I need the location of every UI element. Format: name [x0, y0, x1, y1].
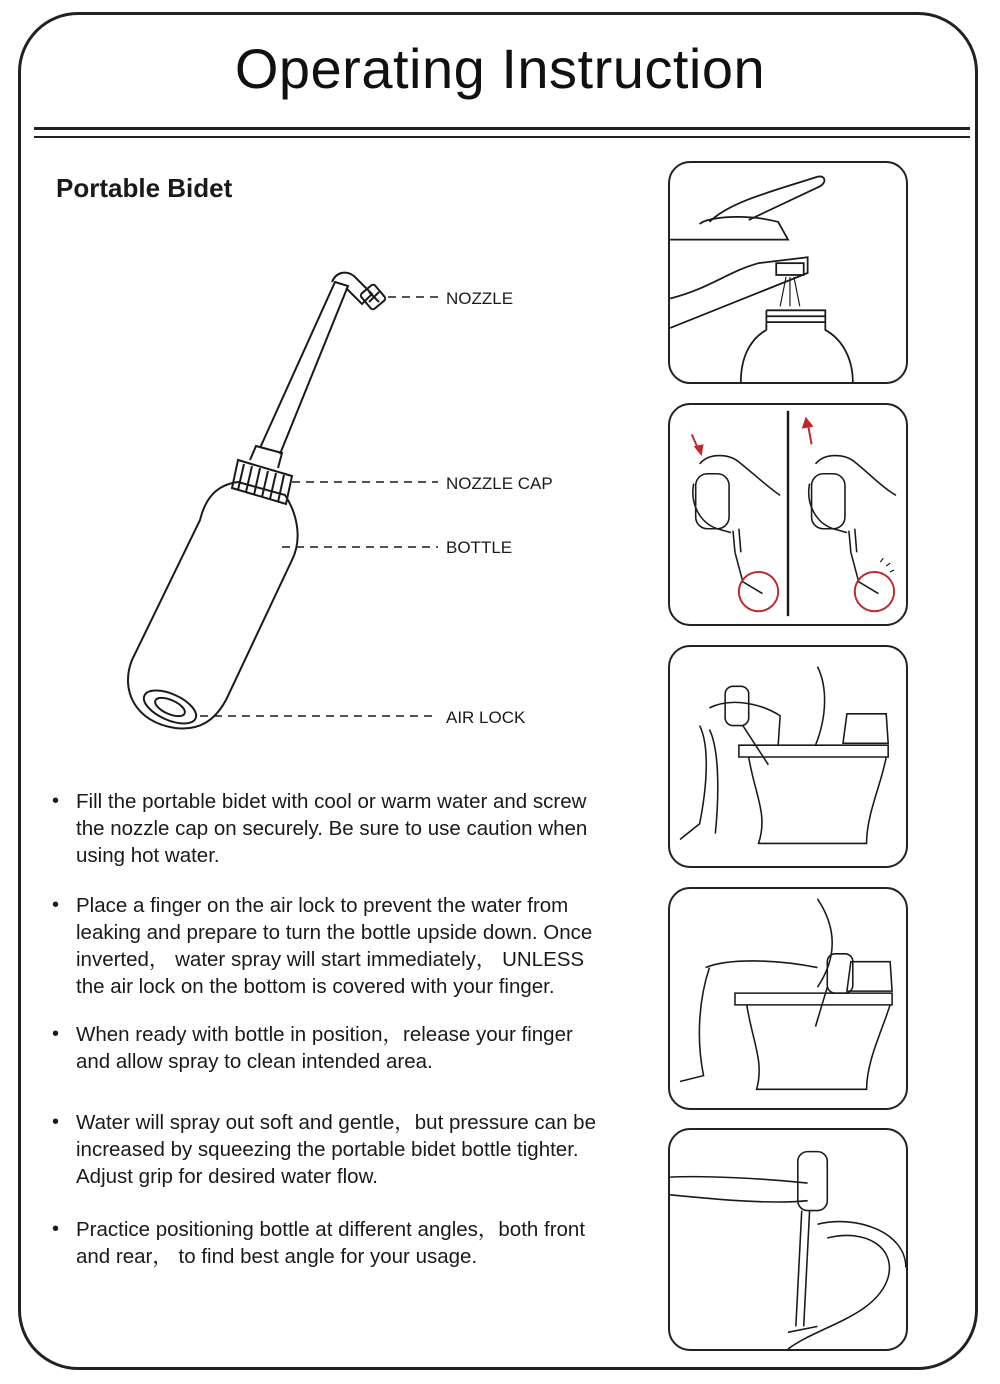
page-title: Operating Instruction	[234, 37, 766, 100]
body-curve	[788, 1235, 889, 1349]
label-nozzle: NOZZLE	[446, 289, 514, 308]
product-name: Portable Bidet	[56, 173, 233, 203]
thigh	[706, 961, 818, 968]
arm	[670, 1177, 807, 1183]
instruction-item: • Fill the portable bidet with cool or warm water and screw the nozzle cap on securely. Be sure to use caution when using hot water.	[50, 788, 610, 869]
toilet-front-illustration	[670, 647, 906, 866]
bidet-diagram	[120, 260, 580, 750]
faucet-fill-illustration	[670, 163, 906, 382]
title-rule-thick	[34, 127, 970, 130]
faucet-handle	[709, 176, 824, 221]
instruction-item: • Water will spray out soft and gentle，but pressure can be increased by squeezing the portable bidet bottle tighter. Adjust grip for desired water flow.	[50, 1109, 610, 1190]
step-panel-front	[668, 645, 908, 868]
toilet-tank	[843, 714, 888, 743]
bottle-top	[741, 310, 853, 382]
title-rule-thin	[34, 136, 970, 138]
faucet-body	[670, 217, 788, 240]
toilet-rear-illustration	[670, 889, 906, 1108]
instruction-list	[50, 788, 610, 1270]
step-panel-airlock	[668, 403, 908, 626]
air-lock-ellipse	[139, 684, 201, 731]
label-nozzle-cap: NOZZLE CAP	[446, 474, 553, 493]
angle-illustration	[670, 1130, 906, 1349]
step-panel-fill	[668, 161, 908, 384]
instruction-item: • When ready with bottle in position，release your finger and allow spray to clean intended area.	[50, 1021, 610, 1075]
toilet-bowl	[749, 757, 886, 843]
airlock-illustration	[670, 405, 906, 624]
nozzle-tube	[260, 282, 348, 454]
toilet-seat	[735, 993, 892, 1005]
label-air-lock: AIR LOCK	[446, 708, 526, 727]
label-bottle: BOTTLE	[446, 538, 513, 557]
instruction-item: • Place a finger on the air lock to prevent the water from leaking and prepare to turn the bottle upside down. Once inverted， water spray will start immediately， UNLESS the air lock on the bottom is covered with your finger.	[50, 892, 610, 1000]
step-panel-angles	[668, 1128, 908, 1351]
bidet-bottle-illustration	[120, 260, 580, 750]
toilet-tank	[847, 962, 892, 991]
step-panel-rear	[668, 887, 908, 1110]
instruction-item: • Practice positioning bottle at different angles，both front and rear， to find best angle for your usage.	[50, 1216, 610, 1270]
faucet-spout	[776, 263, 803, 275]
